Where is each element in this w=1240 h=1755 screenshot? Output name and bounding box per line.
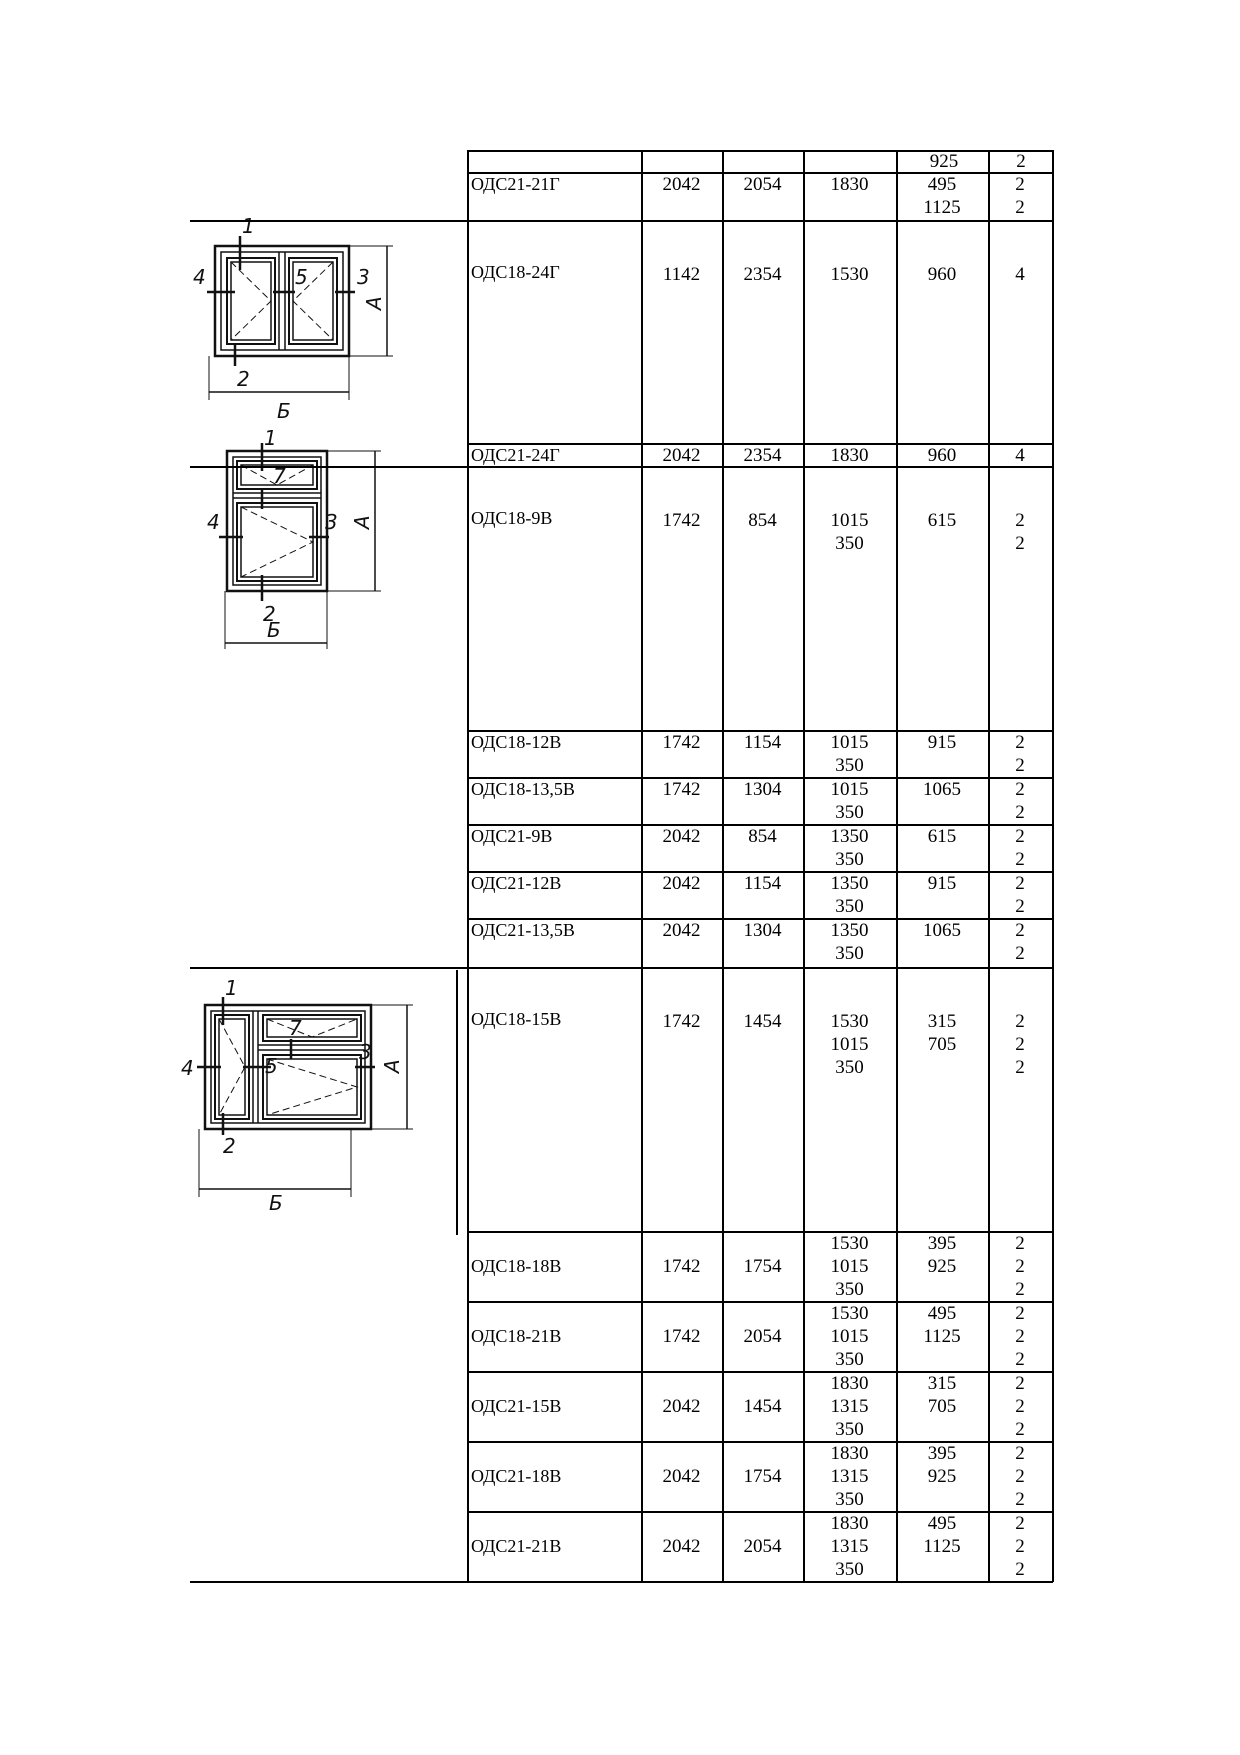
row-sash-width	[896, 1010, 988, 1056]
row-sash-height-value: 1530	[830, 264, 869, 285]
table-rule	[190, 967, 1053, 969]
row-sash-width-value: 1065	[923, 920, 961, 941]
row-sash-width-value: 925	[927, 1466, 957, 1487]
row-count	[988, 1442, 1052, 1511]
row-sash-height	[803, 1442, 896, 1511]
row-sash-height	[803, 173, 896, 196]
row-sash-height-value: 1015	[830, 779, 869, 800]
row-height: 1742	[662, 510, 701, 531]
row-width: 1154	[743, 732, 782, 753]
table-rule	[467, 1231, 1053, 1233]
row-sash-height	[803, 1232, 896, 1301]
table-rule	[467, 1301, 1053, 1303]
row-count-value: 2	[1015, 1443, 1025, 1464]
row-sash-height	[803, 872, 896, 918]
row-mark: ОДС18-24Г	[471, 262, 560, 282]
row-sash-height-value: 350	[835, 943, 864, 964]
label-width: Б	[267, 618, 281, 642]
row-count-value: 2	[1015, 1466, 1025, 1487]
row-count-value: 2	[1015, 197, 1025, 218]
row-width: 1754	[743, 1466, 782, 1487]
table-rule	[467, 871, 1053, 873]
table-rule	[641, 150, 643, 1582]
label-frame-right: 3	[325, 510, 338, 534]
label-frame-right: 3	[357, 265, 370, 289]
row-count-value: 2	[1015, 1279, 1025, 1300]
row-sash-height-value: 1350	[830, 920, 869, 941]
row-sash-height-value: 1530	[830, 1303, 869, 1324]
row-sash-width-value: 915	[927, 873, 957, 894]
table-rule	[467, 1371, 1053, 1373]
row-sash-height-value: 1315	[830, 1396, 869, 1417]
row-count	[988, 173, 1052, 219]
row-sash-width	[896, 919, 988, 942]
cont-cell-col5: 925	[929, 151, 959, 172]
label-frame-top: 1	[264, 426, 277, 450]
table-rule	[190, 1581, 1053, 1583]
row-count-value: 2	[1015, 1233, 1025, 1254]
row-count-value: 2	[1015, 1536, 1025, 1557]
table-rule	[988, 150, 990, 1582]
row-count-value: 2	[1015, 896, 1025, 917]
row-height: 2042	[662, 174, 701, 195]
window-drawing-double-sash	[193, 214, 435, 448]
row-height: 2042	[662, 1396, 701, 1417]
row-mark: ОДС21-15В	[471, 1396, 562, 1416]
row-sash-height-value: 1015	[830, 1326, 869, 1347]
cont-cell-col6: 2	[1016, 151, 1026, 172]
row-sash-height	[803, 263, 896, 286]
row-count-value: 2	[1015, 873, 1025, 894]
row-sash-width-value: 915	[927, 732, 957, 753]
row-height: 2042	[662, 920, 701, 941]
row-sash-height-value: 350	[835, 1279, 864, 1300]
table-rule	[1052, 150, 1054, 1582]
row-sash-width	[896, 1232, 988, 1278]
row-sash-height-value: 1315	[830, 1536, 869, 1557]
label-height: А	[350, 515, 374, 529]
row-count	[988, 731, 1052, 777]
row-mark: ОДС18-13,5В	[471, 779, 575, 799]
row-width: 1754	[743, 1256, 782, 1277]
row-sash-height-value: 1830	[830, 1513, 869, 1534]
row-sash-height	[803, 1302, 896, 1371]
row-sash-height	[803, 1010, 896, 1079]
row-sash-height-value: 350	[835, 1559, 864, 1580]
row-width: 2054	[743, 174, 782, 195]
row-sash-height-value: 1350	[830, 873, 869, 894]
window-drawing-transom	[205, 425, 445, 655]
row-sash-width-value: 495	[927, 1513, 957, 1534]
row-sash-width	[896, 1442, 988, 1488]
row-height: 1142	[662, 264, 701, 285]
row-width: 2354	[743, 264, 782, 285]
row-sash-height-value: 1350	[830, 826, 869, 847]
row-sash-width	[896, 731, 988, 754]
row-count-value: 2	[1015, 779, 1025, 800]
row-width: 2354	[743, 445, 782, 466]
row-count	[988, 509, 1052, 555]
row-sash-width-value: 1125	[923, 1536, 961, 1557]
table-rule	[467, 172, 1053, 174]
label-mullion: 5	[265, 1054, 278, 1078]
row-height: 2042	[662, 1536, 701, 1557]
row-sash-width	[896, 509, 988, 532]
row-mark: ОДС18-9В	[471, 508, 553, 528]
row-count-value: 2	[1015, 1513, 1025, 1534]
row-mark: ОДС21-21В	[471, 1536, 562, 1556]
row-sash-height-value: 1015	[830, 732, 869, 753]
row-count-value: 2	[1015, 1057, 1025, 1078]
table-rule	[896, 150, 898, 1582]
row-sash-width-value: 615	[927, 510, 957, 531]
label-transom-sash: 7	[273, 464, 286, 488]
row-height: 2042	[662, 445, 701, 466]
row-count	[988, 825, 1052, 871]
row-sash-height-value: 1830	[830, 174, 869, 195]
row-sash-width	[896, 263, 988, 286]
label-transom-sash: 7	[289, 1016, 302, 1040]
row-sash-width	[896, 825, 988, 848]
label-height: А	[380, 1059, 404, 1073]
row-sash-height-value: 1530	[830, 1233, 869, 1254]
row-height: 1742	[662, 779, 701, 800]
row-sash-height-value: 1015	[830, 1256, 869, 1277]
row-width: 854	[748, 826, 777, 847]
row-sash-height	[803, 444, 896, 467]
row-count-value: 2	[1015, 802, 1025, 823]
row-height: 1742	[662, 1011, 701, 1032]
row-count	[988, 1512, 1052, 1581]
row-sash-width	[896, 1372, 988, 1418]
row-sash-width-value: 495	[927, 1303, 957, 1324]
row-sash-width-value: 960	[927, 445, 957, 466]
row-count-value: 2	[1015, 920, 1025, 941]
row-width: 1154	[743, 873, 782, 894]
row-mark: ОДС21-9В	[471, 826, 553, 846]
row-sash-height	[803, 731, 896, 777]
row-sash-width-value: 495	[927, 174, 957, 195]
row-count	[988, 263, 1052, 286]
row-count	[988, 444, 1052, 467]
table-rule	[803, 150, 805, 1582]
table-rule	[467, 1441, 1053, 1443]
row-count-value: 2	[1015, 1559, 1025, 1580]
row-sash-height	[803, 778, 896, 824]
row-count-value: 2	[1015, 533, 1025, 554]
row-count-value: 2	[1015, 1489, 1025, 1510]
row-sash-width	[896, 778, 988, 801]
row-width: 1304	[743, 920, 782, 941]
row-sash-width-value: 315	[927, 1011, 957, 1032]
row-width: 2054	[743, 1326, 782, 1347]
row-sash-height-value: 1830	[830, 1443, 869, 1464]
row-count-value: 2	[1015, 1303, 1025, 1324]
row-sash-height-value: 350	[835, 1057, 864, 1078]
row-count	[988, 778, 1052, 824]
row-sash-width	[896, 173, 988, 219]
label-frame-right: 3	[359, 1040, 372, 1064]
row-sash-width-value: 1125	[923, 197, 961, 218]
table-rule	[190, 220, 1053, 222]
row-count-value: 2	[1015, 1256, 1025, 1277]
row-width: 1454	[743, 1396, 782, 1417]
row-sash-width-value: 395	[927, 1443, 957, 1464]
row-sash-height-value: 350	[835, 802, 864, 823]
row-sash-height-value: 1015	[830, 1034, 869, 1055]
row-sash-width-value: 705	[927, 1396, 957, 1417]
label-frame-bottom: 2	[223, 1134, 236, 1158]
row-mark: ОДС21-13,5В	[471, 920, 575, 940]
row-count-value: 4	[1015, 264, 1025, 285]
table-rule	[467, 1511, 1053, 1513]
row-count-value: 2	[1015, 1034, 1025, 1055]
row-count	[988, 1372, 1052, 1441]
row-count	[988, 872, 1052, 918]
row-sash-width-value: 615	[927, 826, 957, 847]
label-frame-top: 1	[225, 976, 238, 1000]
row-count-value: 2	[1015, 943, 1025, 964]
table-rule	[467, 150, 469, 1582]
label-frame-left: 4	[207, 510, 220, 534]
row-sash-height-value: 1315	[830, 1466, 869, 1487]
row-mark: ОДС21-18В	[471, 1466, 562, 1486]
row-height: 1742	[662, 1326, 701, 1347]
table-rule	[456, 970, 458, 1235]
row-count-value: 2	[1015, 732, 1025, 753]
row-sash-height	[803, 1372, 896, 1441]
row-sash-width-value: 925	[927, 1256, 957, 1277]
row-sash-height-value: 350	[835, 849, 864, 870]
row-sash-height-value: 350	[835, 896, 864, 917]
row-sash-width	[896, 872, 988, 895]
row-mark: ОДС21-24Г	[471, 445, 560, 465]
row-sash-width-value: 1065	[923, 779, 961, 800]
row-count-value: 2	[1015, 755, 1025, 776]
table-rule	[467, 443, 1053, 445]
table-rule	[467, 824, 1053, 826]
row-sash-height	[803, 919, 896, 965]
row-height: 1742	[662, 732, 701, 753]
label-height: А	[362, 296, 386, 310]
label-frame-bottom: 2	[263, 602, 276, 626]
table-rule	[467, 150, 1053, 152]
row-mark: ОДС21-12В	[471, 873, 562, 893]
table-rule	[467, 918, 1053, 920]
label-frame-top: 1	[242, 214, 255, 238]
row-sash-width-value: 705	[927, 1034, 957, 1055]
row-sash-width	[896, 1512, 988, 1558]
row-sash-height	[803, 825, 896, 871]
row-sash-height-value: 350	[835, 533, 864, 554]
row-mark: ОДС18-21В	[471, 1326, 562, 1346]
row-mark: ОДС21-21Г	[471, 174, 560, 194]
row-sash-width-value: 1125	[923, 1326, 961, 1347]
row-height: 2042	[662, 826, 701, 847]
row-height: 2042	[662, 873, 701, 894]
table-rule	[190, 466, 1053, 468]
table-rule	[467, 777, 1053, 779]
row-width: 854	[748, 510, 777, 531]
row-width: 2054	[743, 1536, 782, 1557]
row-sash-width	[896, 1302, 988, 1348]
row-sash-width-value: 960	[927, 264, 957, 285]
row-count-value: 2	[1015, 1349, 1025, 1370]
row-height: 2042	[662, 1466, 701, 1487]
row-count-value: 2	[1015, 1326, 1025, 1347]
row-sash-height-value: 1015	[830, 510, 869, 531]
row-sash-height-value: 350	[835, 1419, 864, 1440]
row-height: 1742	[662, 1256, 701, 1277]
row-sash-height-value: 1830	[830, 445, 869, 466]
row-sash-height	[803, 1512, 896, 1581]
row-width: 1454	[743, 1011, 782, 1032]
row-count-value: 2	[1015, 1011, 1025, 1032]
row-width: 1304	[743, 779, 782, 800]
row-sash-height-value: 1530	[830, 1011, 869, 1032]
window-drawing-combined	[181, 975, 425, 1235]
row-sash-height-value: 350	[835, 755, 864, 776]
row-sash-width	[896, 444, 988, 467]
label-frame-bottom: 2	[237, 367, 250, 391]
row-count	[988, 1232, 1052, 1301]
row-sash-height	[803, 509, 896, 555]
label-width: Б	[277, 399, 291, 423]
row-count	[988, 1010, 1052, 1079]
row-sash-height-value: 1830	[830, 1373, 869, 1394]
row-count-value: 4	[1015, 445, 1025, 466]
row-count-value: 2	[1015, 1396, 1025, 1417]
row-count-value: 2	[1015, 826, 1025, 847]
row-count	[988, 919, 1052, 965]
row-sash-width-value: 395	[927, 1233, 957, 1254]
row-count-value: 2	[1015, 510, 1025, 531]
label-frame-left: 4	[181, 1056, 194, 1080]
row-count-value: 2	[1015, 1373, 1025, 1394]
row-mark: ОДС18-12В	[471, 732, 562, 752]
label-frame-left: 4	[193, 265, 206, 289]
table-rule	[467, 730, 1053, 732]
row-sash-height-value: 350	[835, 1349, 864, 1370]
row-count-value: 2	[1015, 849, 1025, 870]
row-mark: ОДС18-15В	[471, 1009, 562, 1029]
label-mullion: 5	[295, 265, 308, 289]
row-sash-height-value: 350	[835, 1489, 864, 1510]
row-count-value: 2	[1015, 174, 1025, 195]
row-count	[988, 1302, 1052, 1371]
row-count-value: 2	[1015, 1419, 1025, 1440]
row-sash-width-value: 315	[927, 1373, 957, 1394]
label-width: Б	[269, 1191, 283, 1215]
table-rule	[722, 150, 724, 1582]
row-mark: ОДС18-18В	[471, 1256, 562, 1276]
